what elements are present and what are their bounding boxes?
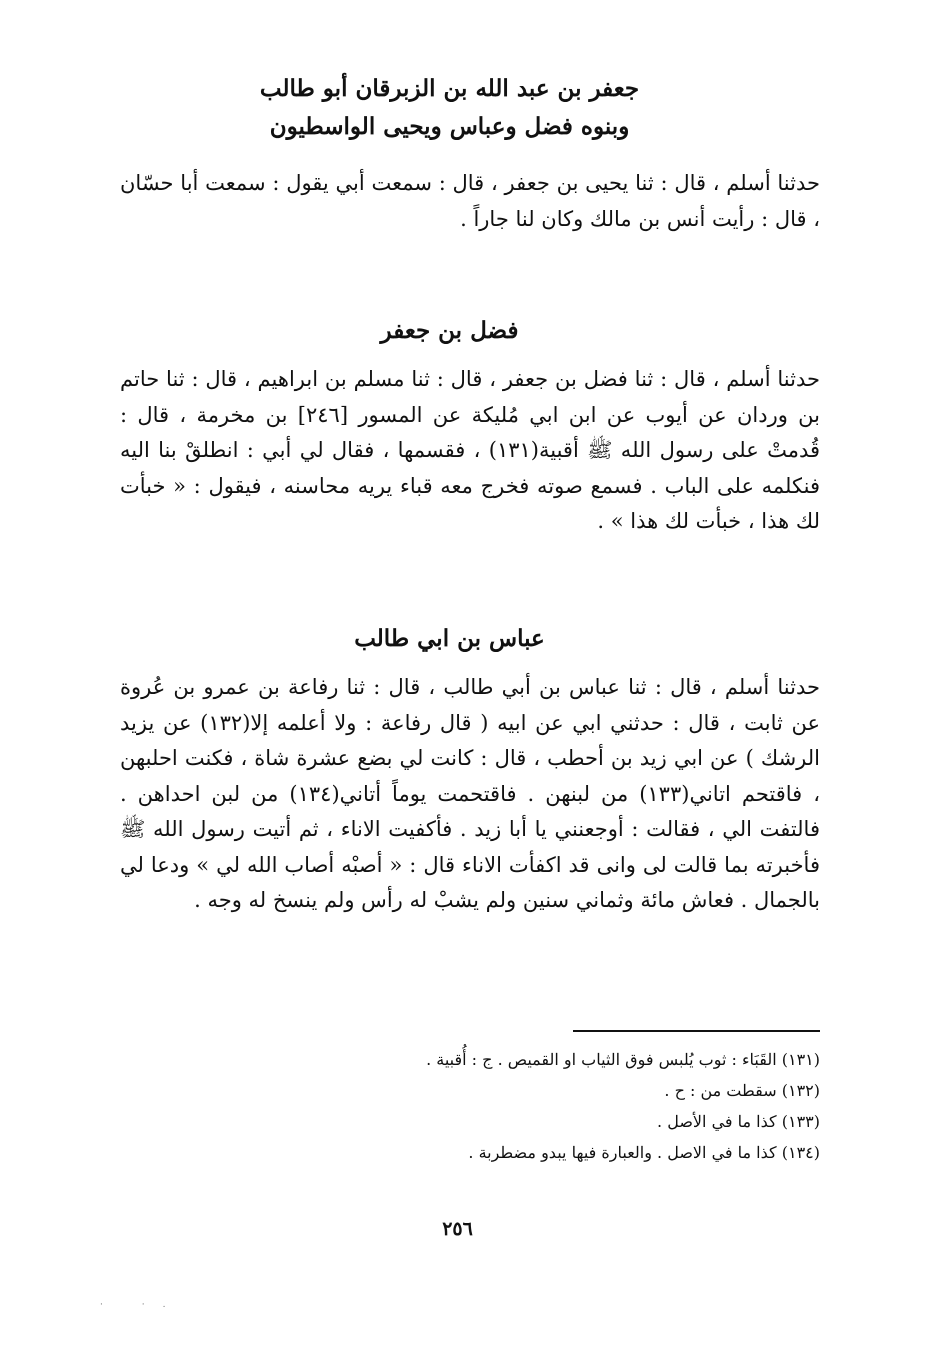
scan-specks: · ·. bbox=[100, 1300, 184, 1310]
section1-heading-line2: وبنوه فضل وعباس ويحيى الواسطيون bbox=[269, 113, 630, 140]
footnote-divider bbox=[573, 1030, 820, 1032]
section2-heading: فضل بن جعفر bbox=[380, 317, 519, 344]
section1-paragraph: حدثنا أسلم ، قال : ثنا يحيى بن جعفر ، قال : سمعت أبي يقول : سمعت أبا حسّان ، قال : رأيت أنس بن مالك وكان لنا جاراً . bbox=[120, 171, 820, 231]
page-number: ٢٥٦ bbox=[442, 1218, 473, 1240]
section2-paragraph: حدثنا أسلم ، قال : ثنا فضل بن جعفر ، قال : ثنا مسلم بن ابراهيم ، قال : ثنا حاتم بن وردان عن أيوب عن ابن ابي مُليكة عن المسور [٢٤٦] بن مخرمة ، قال : قُدمتْ على رسول الله ﷺ أقبية(١٣١) ، فقسمها ، فقال لي أبي : انطلقْ بنا اليه فنكلمه على الباب . فسمع صوته فخرج معه قباء يريه محاسنه ، فيقول : « خبأت لك هذا ، خبأت لك هذا » . bbox=[120, 367, 821, 533]
section1-heading-line1: جعفر بن عبد الله بن الزبرقان أبو طالب bbox=[259, 75, 640, 102]
footnote-133: (١٣٣) كذا ما في الأصل . bbox=[657, 1112, 820, 1131]
footnote-131: (١٣١) القَبَاء : ثوب يُلبس فوق الثياب او القميص . ج : أُقبية . bbox=[426, 1050, 820, 1069]
footnotes bbox=[120, 1044, 820, 1168]
section1-heading bbox=[0, 70, 917, 146]
section3-paragraph: حدثنا أسلم ، قال : ثنا عباس بن أبي طالب ، قال : ثنا رفاعة بن عمرو بن عُروة عن ثابت ، قال : حدثني ابي عن ابيه ( قال رفاعة : ولا أعلمه إلا(١٣٢) عن يزيد الرشك ) عن ابي زيد بن أحطب ، قال : كانت لي بضع عشرة شاة ، فكنت احلبهن ، فاقتحم اتاني(١٣٣) من لبنهن . فاقتحمت يوماً أتاني(١٣٤) من لبن احداهن . فالتفت الي ، فقالت : أوجعنني يا أبا زيد . فأكفيت الاناء ، ثم أتيت رسول الله ﷺ فأخبرته بما قالت لى وانى قد اكفأت الاناء قال : « أصبْه أصاب الله لي » ودعا لي بالجمال . فعاش مائة وثماني سنين ولم يشبْ له رأس ولم ينسخ له وجه . bbox=[120, 675, 821, 912]
section3-heading: عباس بن ابي طالب bbox=[354, 625, 545, 652]
footnote-132: (١٣٢) سقطت من : ح . bbox=[664, 1081, 820, 1100]
footnote-134: (١٣٤) كذا ما في الاصل . والعبارة فيها يبدو مضطربة . bbox=[468, 1143, 820, 1162]
